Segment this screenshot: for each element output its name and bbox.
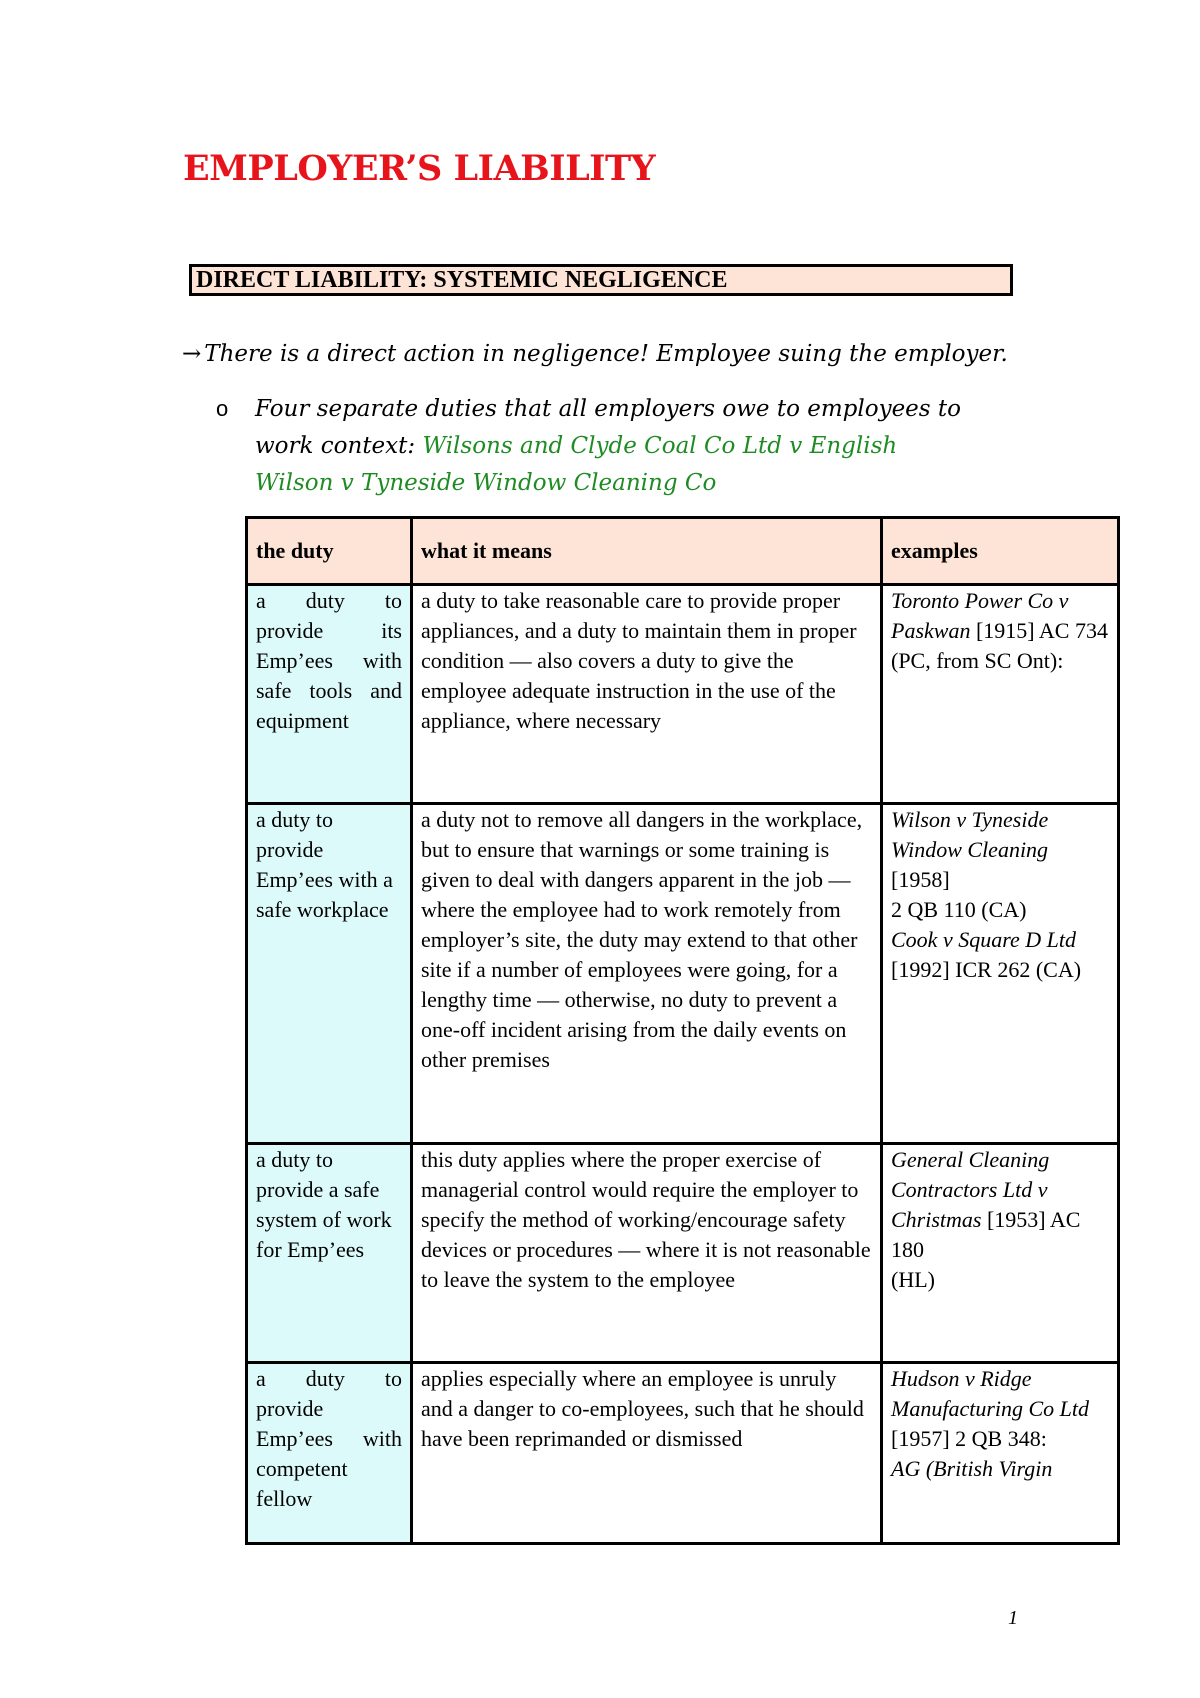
case-reference-2: Wilson v Tyneside Window Cleaning Co xyxy=(255,470,717,496)
bullet-marker: o xyxy=(216,396,229,421)
intro-text: There is a direct action in negligence! Employee suing the employer. xyxy=(204,341,1008,367)
examples-cell xyxy=(882,804,1119,1144)
table-row xyxy=(247,1363,1119,1544)
case-citation: [1953] AC 180 xyxy=(891,1207,1081,1262)
case-name: Cook v Square D Ltd xyxy=(891,927,1076,952)
table-header-row xyxy=(247,518,1119,585)
case-citation: [1915] AC 734 xyxy=(970,618,1108,643)
duty-cell: a duty to provide a safe system of work for Emp’ees xyxy=(247,1144,412,1363)
arrow-right-icon: → xyxy=(182,341,202,367)
examples-cell xyxy=(882,1363,1119,1544)
case-citation: [1957] 2 QB 348: xyxy=(891,1426,1047,1451)
duty-cell: a duty to provide Emp’ees with competent fellow xyxy=(247,1363,412,1544)
duty-cell: a duty to provide its Emp’ees with safe tools and equipment xyxy=(247,585,412,804)
meaning-cell: this duty applies where the proper exercise of managerial control would require the employer to specify the method of working/encourage safety devices or procedures — where it is not reasonable to leave the system to the employee xyxy=(412,1144,882,1363)
case-citation: (HL) xyxy=(891,1267,935,1292)
table-row xyxy=(247,585,1119,804)
examples-cell xyxy=(882,585,1119,804)
case-name: AG (British Virgin xyxy=(891,1456,1053,1481)
table-row xyxy=(247,804,1119,1144)
section-heading: DIRECT LIABILITY: SYSTEMIC NEGLIGENCE xyxy=(189,264,1013,296)
case-name: Hudson v Ridge Manufacturing Co Ltd xyxy=(891,1366,1090,1421)
case-name: Toronto Power Co v Paskwan xyxy=(891,588,1069,643)
case-citation: [1992] ICR 262 (CA) xyxy=(891,957,1082,982)
examples-cell xyxy=(882,1144,1119,1363)
case-citation: [1958] xyxy=(891,867,950,892)
case-name: General Cleaning Contractors Ltd v Christmas xyxy=(891,1147,1050,1232)
case-name: Wilson v Tyneside Window Cleaning xyxy=(891,807,1049,862)
bullet-main-text: Four separate duties that all employers owe to employees to work context: xyxy=(255,396,961,459)
meaning-cell: applies especially where an employee is unruly and a danger to co-employees, such that he should have been reprimanded or dismissed xyxy=(412,1363,882,1544)
header-examples: examples xyxy=(882,518,1119,585)
case-citation: 2 QB 110 (CA) xyxy=(891,897,1027,922)
header-duty: the duty xyxy=(247,518,412,585)
page-title: EMPLOYER’S LIABILITY xyxy=(183,148,656,189)
case-reference-1: Wilsons and Clyde Coal Co Ltd v English xyxy=(422,433,898,459)
intro-line xyxy=(182,341,1008,367)
meaning-cell: a duty to take reasonable care to provide proper appliances, and a duty to maintain them in proper condition — also covers a duty to give the employee adequate instruction in the use of the appliance, where necessary xyxy=(412,585,882,804)
meaning-cell: a duty not to remove all dangers in the workplace, but to ensure that warnings or some training is given to deal with dangers apparent in the job — where the employee had to work remotely from employer’s site, the duty may extend to that other site if a number of employees were going, for a lengthy time — otherwise, no duty to prevent a one-off incident arising from the daily events on other premises xyxy=(412,804,882,1144)
bullet-text xyxy=(255,391,1015,502)
header-meaning: what it means xyxy=(412,518,882,585)
case-citation: (PC, from SC Ont): xyxy=(891,648,1064,673)
table-row xyxy=(247,1144,1119,1363)
duty-cell: a duty to provide Emp’ees with a safe workplace xyxy=(247,804,412,1144)
duties-table xyxy=(245,516,1120,1545)
page-number: 1 xyxy=(1008,1607,1018,1629)
